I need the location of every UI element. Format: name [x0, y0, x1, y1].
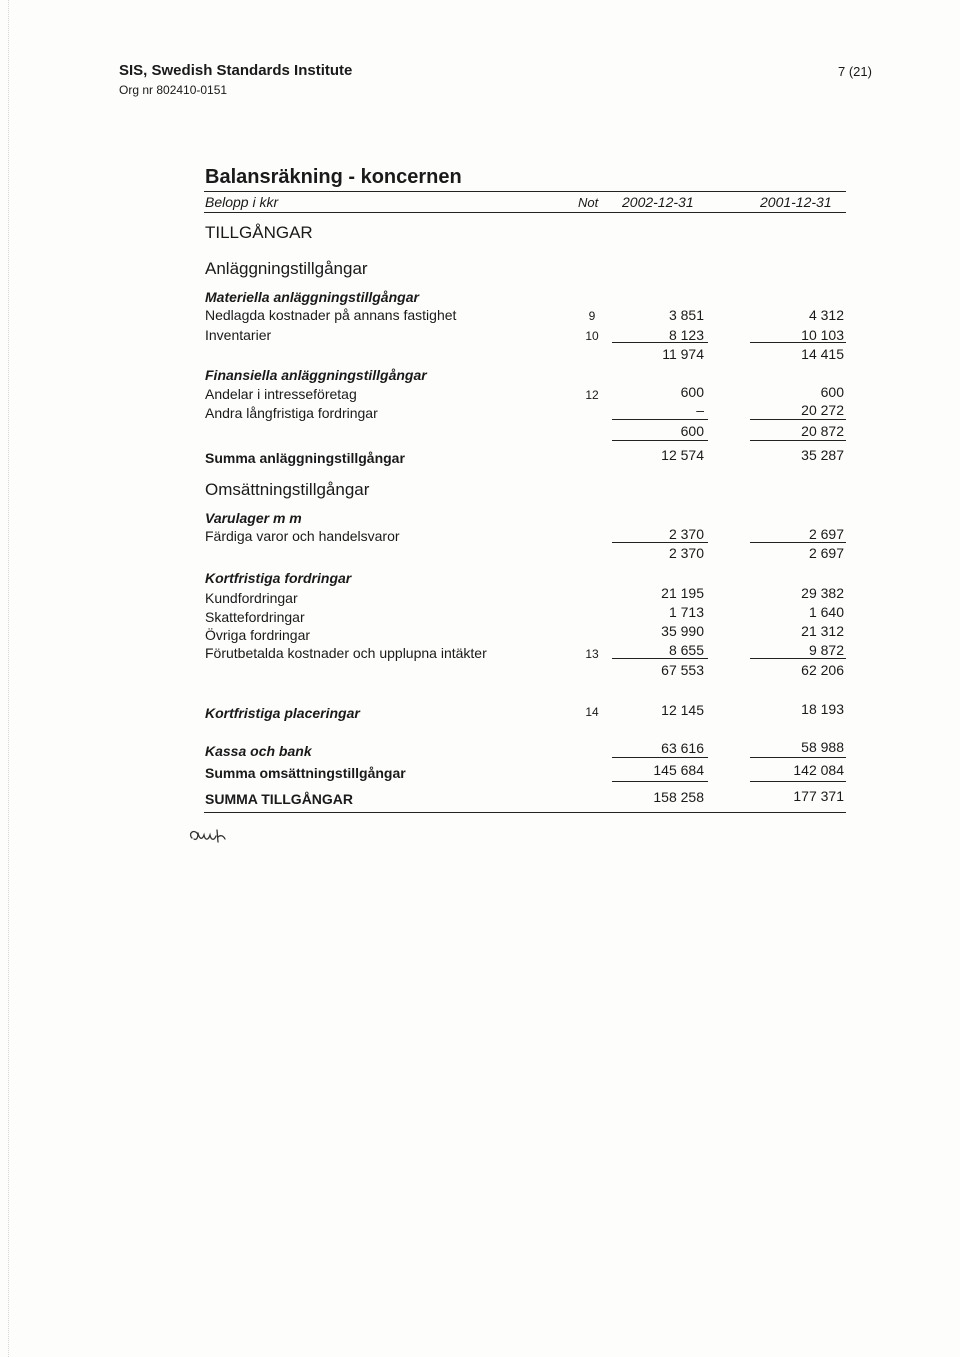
row-value-2001: 142 084: [793, 762, 844, 778]
column-header-year1: 2002-12-31: [622, 194, 694, 210]
row-note: 13: [585, 647, 599, 661]
subtotal-value-2002: 600: [680, 423, 704, 439]
subheading-varulager: Varulager m m: [205, 510, 302, 526]
row-label: Inventarier: [205, 327, 272, 343]
subtotal-value-2001: 2 697: [808, 545, 844, 561]
subtotal-rule: [612, 342, 708, 343]
row-value-2002: 145 684: [653, 762, 704, 778]
org-number: Org nr 802410-0151: [119, 83, 228, 97]
subtotal-rule: [612, 658, 708, 659]
row-label: Övriga fordringar: [205, 627, 311, 643]
row-note: 9: [588, 309, 596, 323]
row-label: Kundfordringar: [205, 590, 298, 606]
column-header-note: Not: [578, 195, 599, 210]
row-value-2001: 35 287: [801, 447, 844, 463]
row-value-2001: 9 872: [808, 642, 844, 658]
row-note: 10: [585, 329, 599, 343]
bottom-rule: [204, 812, 846, 813]
row-value-2002: 600: [680, 384, 704, 400]
subtotal-value-2001: 14 415: [801, 346, 844, 362]
company-name: SIS, Swedish Standards Institute: [119, 62, 353, 79]
scan-edge-line: [8, 0, 9, 1357]
row-value-2001: 10 103: [801, 327, 844, 343]
row-value-2001: 1 640: [808, 604, 844, 620]
subtotal-rule: [612, 757, 708, 758]
subtotal-value-2001: 20 872: [801, 423, 844, 439]
row-label: SUMMA TILLGÅNGAR: [205, 791, 354, 807]
row-value-2002: 2 370: [668, 526, 704, 542]
row-label: Andra långfristiga fordringar: [205, 405, 378, 421]
subtotal-rule: [750, 440, 846, 441]
row-label: Andelar i intresseföretag: [205, 386, 357, 402]
subtotal-rule: [750, 342, 846, 343]
row-value-2002: 12 574: [661, 447, 704, 463]
subtotal-value-2001: 62 206: [801, 662, 844, 678]
page-title: Balansräkning - koncernen: [205, 166, 462, 188]
row-value-2002: 1 713: [668, 604, 704, 620]
row-label: Kortfristiga placeringar: [205, 705, 360, 721]
subtotal-rule: [750, 658, 846, 659]
subtotal-rule: [750, 781, 846, 782]
subtotal-value-2002: 11 974: [662, 346, 704, 362]
row-value-2002: –: [696, 402, 704, 418]
row-value-2001: 177 371: [793, 788, 844, 804]
subtotal-rule: [750, 542, 846, 543]
row-value-2002: 8 123: [668, 327, 704, 343]
subtotal-value-2002: 2 370: [668, 545, 704, 561]
row-value-2001: 21 312: [801, 623, 844, 639]
subtotal-rule: [750, 419, 846, 420]
handwritten-initials: [184, 824, 230, 851]
row-value-2002: 8 655: [668, 642, 704, 658]
subtotal-rule: [612, 419, 708, 420]
title-rule: [204, 191, 846, 192]
subtotal-rule: [612, 542, 708, 543]
header-rule: [204, 212, 846, 213]
row-label: Förutbetalda kostnader och upplupna intäkter: [205, 645, 487, 661]
row-value-2001: 4 312: [808, 307, 844, 323]
column-header-label: Belopp i kkr: [205, 194, 279, 210]
row-value-2002: 3 851: [668, 307, 704, 323]
page-number: 7 (21): [838, 64, 872, 79]
row-value-2002: 21 195: [661, 585, 704, 601]
row-label: Skattefordringar: [205, 609, 305, 625]
signature-scribble: [184, 824, 230, 846]
row-label: Nedlagda kostnader på annans fastighet: [205, 307, 457, 323]
row-value-2002: 12 145: [661, 702, 704, 718]
column-header-year2: 2001-12-31: [760, 194, 832, 210]
row-value-2001: 2 697: [808, 526, 844, 542]
row-value-2001: 20 272: [801, 402, 844, 418]
subheading-materiella: Materiella anläggningstillgångar: [205, 289, 419, 305]
row-value-2002: 35 990: [661, 623, 704, 639]
row-label: Färdiga varor och handelsvaror: [205, 528, 400, 544]
section-anlaggning: Anläggningstillgångar: [205, 259, 368, 278]
row-value-2001: 600: [820, 384, 844, 400]
row-note: 14: [585, 705, 599, 719]
section-tillgangar: TILLGÅNGAR: [205, 223, 313, 242]
row-label: Summa anläggningstillgångar: [205, 450, 405, 466]
subtotal-rule: [612, 781, 708, 782]
row-value-2002: 158 258: [653, 789, 704, 805]
row-value-2001: 58 988: [801, 739, 844, 755]
subtotal-rule: [750, 757, 846, 758]
row-label: Summa omsättningstillgångar: [205, 765, 406, 781]
subtotal-rule: [612, 440, 708, 441]
row-label: Kassa och bank: [205, 743, 312, 759]
row-value-2001: 18 193: [801, 701, 844, 717]
row-value-2001: 29 382: [801, 585, 844, 601]
section-omsattning: Omsättningstillgångar: [205, 480, 370, 499]
row-value-2002: 63 616: [661, 740, 704, 756]
subtotal-value-2002: 67 553: [661, 662, 704, 678]
row-note: 12: [585, 388, 599, 402]
subheading-finansiella: Finansiella anläggningstillgångar: [205, 367, 427, 383]
subheading-kortfristiga-fordringar: Kortfristiga fordringar: [205, 570, 352, 586]
